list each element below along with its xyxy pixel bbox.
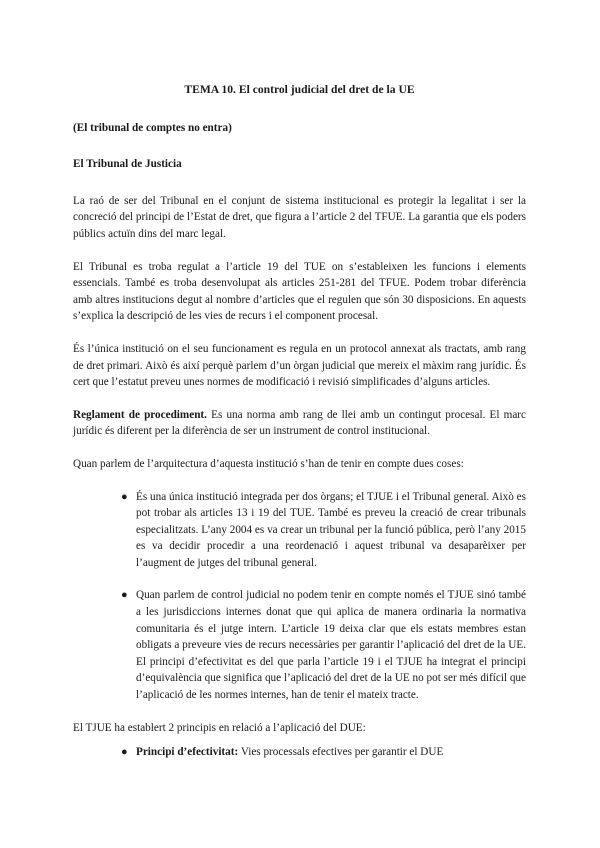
bullet-icon: ● <box>121 490 128 503</box>
principles-list <box>73 744 526 761</box>
principle-lead: Principi d’efectivitat: <box>136 746 239 759</box>
section-heading: El Tribunal de Justicia <box>73 158 182 171</box>
architecture-list <box>73 489 526 704</box>
list-item <box>121 489 526 572</box>
list-item-text: Quan parlem de control judicial no podem tenir en compte només el TJUE sinó també a les jurisdiccions internes donat que qui aplica de manera ordinaria la normativa comunitaria és el jutge intern. L’article 19 deixa clar que els estats membres estan obligats a preveure vies de recurs necessàries per garantir l’aplicació del dret de la UE. El principi d’efectivitat es del que parla l’article 19 i el TJUE ha integrat el principi d’equivalència que significa que l’aplicació del dret de la UE no pot ser més difícil que l’aplicació de les normes internes, han de tenir el mateix tracte. <box>136 589 526 702</box>
reglament-text: Es una norma amb rang de llei amb un contingut procesal. El marc jurídic és diferent per la diferència de ser un instrument de control institucional. <box>73 408 526 438</box>
paragraph-principles-intro: El TJUE ha establert 2 principis en relació a l’aplicació del DUE: <box>73 721 366 734</box>
document-title: TEMA 10. El control judicial del dret de la UE <box>184 83 415 96</box>
list-item <box>121 744 526 761</box>
principle-text: Vies processals efectives per garantir el DUE <box>238 746 444 759</box>
bullet-icon: ● <box>121 589 128 602</box>
list-item <box>121 587 526 703</box>
paragraph-reglament <box>73 407 526 440</box>
bullet-icon: ● <box>121 746 128 759</box>
section-note: (El tribunal de comptes no entra) <box>73 121 232 134</box>
paragraph-architecture-intro: Quan parlem de l’arquitectura d’aquesta institució s’han de tenir en compte dues coses: <box>73 457 464 470</box>
paragraph-regulation: El Tribunal es troba regulat a l’article 19 del TUE on s’estableixen les funcions i elements essencials. També es troba desenvolupat als articles 251-281 del TFUE. Podem trobar diferència amb altres institucions degut al nombre d’articles que el regulen que són 30 disposicions. En aquests s’explica la descripció de les vies de recurs i el component procesal. <box>73 260 526 323</box>
paragraph-raison: La raó de ser del Tribunal en el conjunt de sistema institucional es protegir la legalitat i ser la concreció del principi de l’Estat de dret, que figura a l’article 2 del TFUE. La garantia que els poders públics actuïn dins del marc legal. <box>73 194 526 240</box>
paragraph-protocol: És l’única institució on el seu funcionament es regula en un protocol annexat als tractats, amb rang de dret primari. Això és així perquè parlem d’un òrgan judicial que mereix el màxim rang jurídic. És cert que l’estatut preveu unes normes de modificació i revisió simplificades d’alguns articles. <box>73 342 526 389</box>
list-item-text: És una única institució integrada per dos òrgans; el TJUE i el Tribunal general. Això es pot trobar als articles 13 i 19 del TUE. També es preveu la creació de crear tribunals especialitzats. L’any 2004 es va crear un tribunal per la funció pública, però l’any 2015 es va decidir procedir a una reordenació i aquest tribunal va desaparèixer per l’augment de jutges del tribunal general. <box>136 490 526 569</box>
reglament-lead: Reglament de procediment. <box>73 408 207 421</box>
